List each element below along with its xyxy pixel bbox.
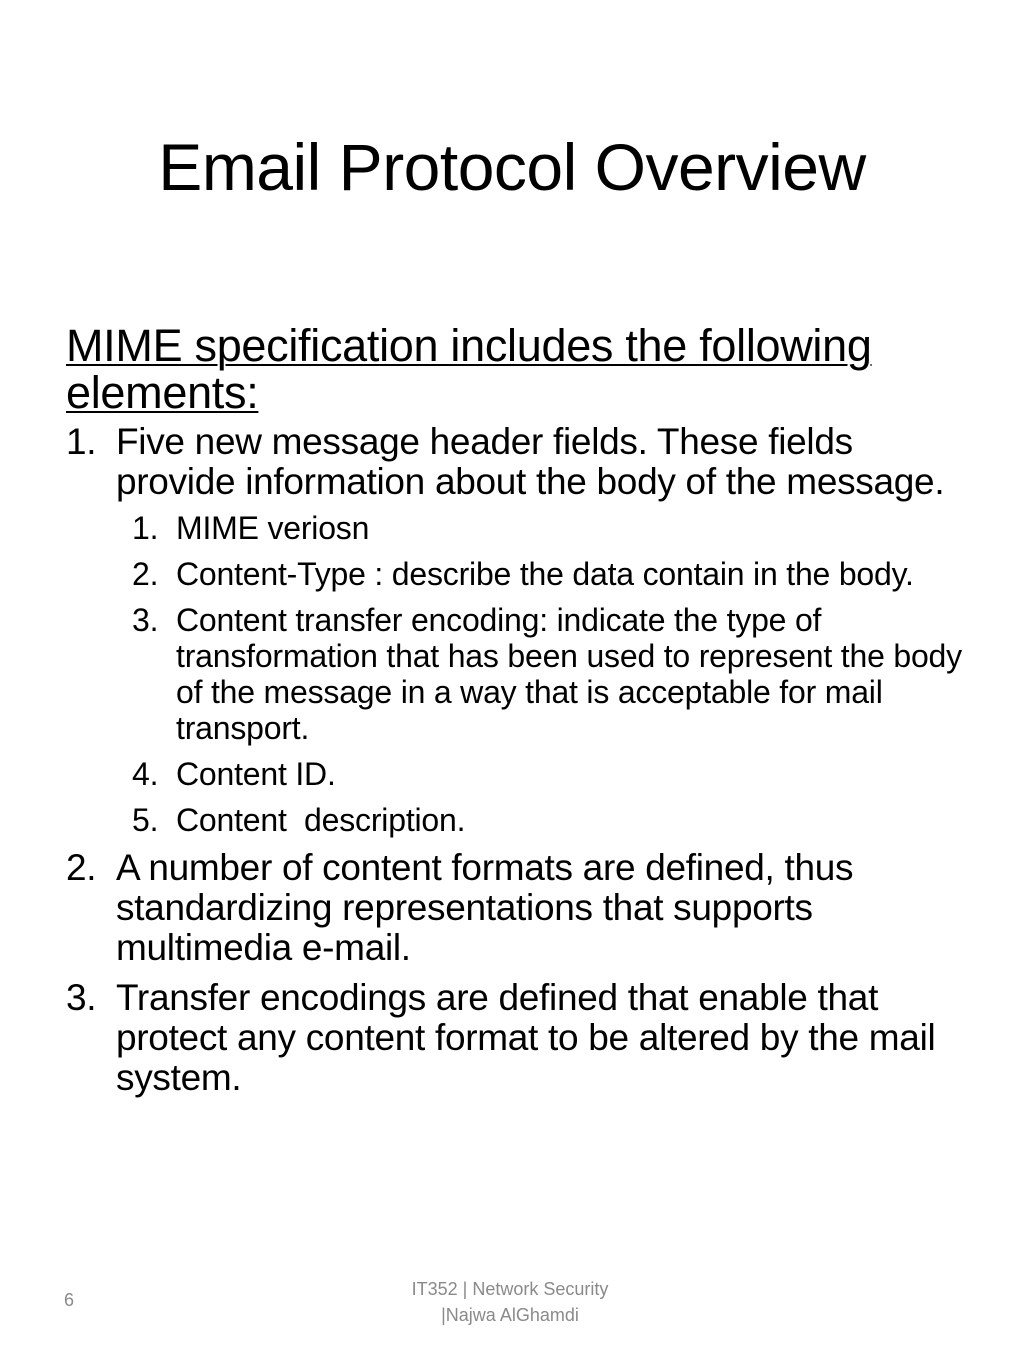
sub-list-number: 2. bbox=[132, 556, 159, 592]
sub-list-number: 4. bbox=[132, 756, 159, 792]
page-number: 6 bbox=[64, 1290, 75, 1310]
sub-list-item-text: Content-Type : describe the data contain in the body. bbox=[176, 556, 914, 592]
footer-course-info bbox=[360, 1276, 660, 1328]
sub-list-item bbox=[132, 756, 966, 792]
sub-list-number: 3. bbox=[132, 602, 159, 638]
list-item bbox=[66, 978, 966, 1098]
sub-list-item-text: MIME veriosn bbox=[176, 510, 370, 546]
sub-list-item bbox=[132, 556, 966, 592]
footer-author-line: |Najwa AlGhamdi bbox=[441, 1305, 579, 1325]
list-item bbox=[66, 422, 966, 838]
list-item-text: A number of content formats are defined, thus standardizing representations that supports multimedia e-mail. bbox=[116, 847, 854, 968]
intro-heading: MIME specification includes the following elements: bbox=[66, 320, 872, 418]
sub-list bbox=[132, 510, 966, 838]
list-item-text: Transfer encodings are defined that enable that protect any content format to be altered by the mail system. bbox=[116, 977, 936, 1098]
list-number: 1. bbox=[66, 421, 97, 462]
sub-list-item bbox=[132, 510, 966, 546]
sub-list-number: 5. bbox=[132, 802, 159, 838]
sub-list-item-text: Content ID. bbox=[176, 756, 336, 792]
slide-title: Email Protocol Overview bbox=[158, 130, 866, 204]
sub-list-item-text: Content transfer encoding: indicate the type of transformation that has been used to represent the body of the message in a way that is acceptable for mail transport. bbox=[176, 602, 962, 746]
sub-list-item bbox=[132, 802, 966, 838]
list-item bbox=[66, 848, 966, 968]
sub-list-item bbox=[132, 602, 966, 746]
slide-body bbox=[66, 322, 966, 1108]
list-number: 2. bbox=[66, 847, 97, 888]
sub-list-item-text: Content description. bbox=[176, 802, 466, 838]
list-item-text: Five new message header fields. These fields provide information about the body of the message. bbox=[116, 421, 945, 502]
list-number: 3. bbox=[66, 977, 97, 1018]
sub-list-number: 1. bbox=[132, 510, 159, 546]
main-list bbox=[66, 422, 966, 1098]
footer-course-line: IT352 | Network Security bbox=[411, 1279, 609, 1299]
